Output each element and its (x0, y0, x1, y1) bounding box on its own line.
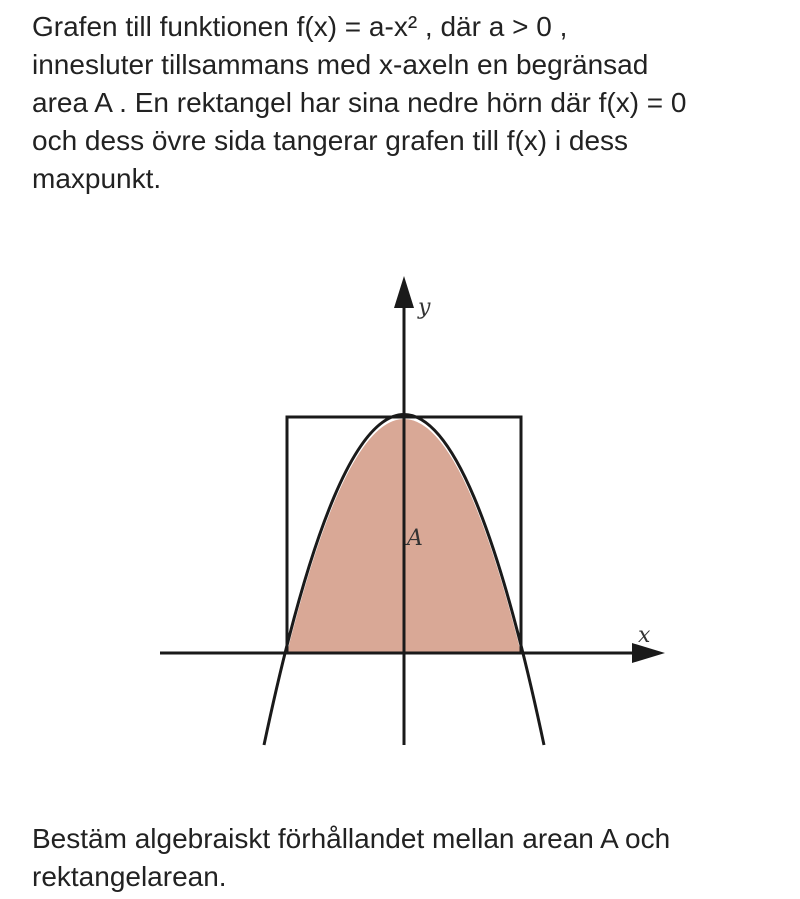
question-line-1: Bestäm algebraiskt förhållandet mellan arean A och (32, 823, 671, 854)
problem-statement (32, 8, 772, 198)
problem-line-2: innesluter tillsammans med x-axeln en begränsad (32, 49, 649, 80)
parabola-figure (150, 270, 670, 760)
question-line-2: rektangelarean. (32, 861, 227, 892)
problem-line-5: maxpunkt. (32, 163, 162, 194)
area-label: A (407, 526, 423, 551)
problem-line-3: area A . En rektangel har sina nedre hörn där f(x) = 0 (32, 87, 687, 118)
y-axis-label: y (418, 295, 431, 320)
problem-line-4: och dess övre sida tangerar grafen till f(x) i dess (32, 125, 629, 156)
question (32, 820, 772, 896)
problem-line-1: Grafen till funktionen f(x) = a-x² , där a > 0 , (32, 11, 568, 42)
x-axis-label: x (638, 623, 651, 648)
y-axis-arrow-icon (394, 276, 414, 308)
